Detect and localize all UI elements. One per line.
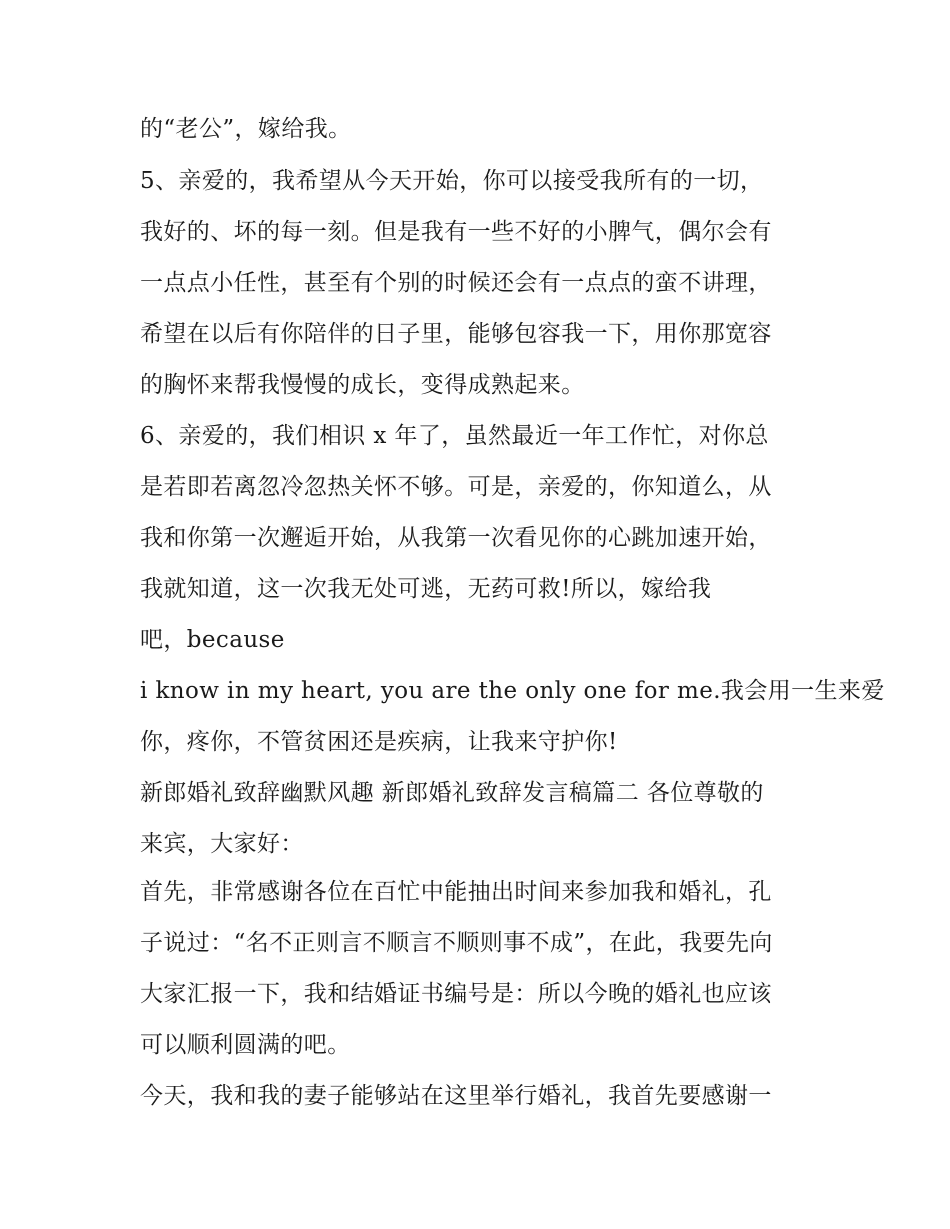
text-line: 5、亲爱的，我希望从今天开始，你可以接受我所有的一切， xyxy=(140,168,764,194)
text-line: 你，疼你，不管贫困还是疾病，让我来守护你! xyxy=(140,729,618,755)
text-line: 6、亲爱的，我们相识 x 年了，虽然最近一年工作忙，对你总 xyxy=(140,423,769,449)
text-line: 今天，我和我的妻子能够站在这里举行婚礼，我首先要感谢一 xyxy=(140,1083,772,1109)
text-line: 我和你第一次邂逅开始，从我第一次看见你的心跳加速开始， xyxy=(140,525,772,551)
text-line: 可以顺利圆满的吧。 xyxy=(140,1032,351,1058)
text-line: 的胸怀来帮我慢慢的成长，变得成熟起来。 xyxy=(140,372,585,398)
text-line: 子说过：“名不正则言不顺言不顺则事不成”，在此，我要先向 xyxy=(140,930,773,956)
text-line: 我好的、坏的每一刻。但是我有一些不好的小脾气，偶尔会有 xyxy=(140,219,772,245)
text-line: i know in my heart, you are the only one for me.我会用一生来爱 xyxy=(140,678,885,704)
text-line: 来宾，大家好： xyxy=(140,831,304,857)
text-line: 我就知道，这一次我无处可逃，无药可救!所以，嫁给我 xyxy=(140,576,712,602)
text-line: 希望在以后有你陪伴的日子里，能够包容我一下，用你那宽容 xyxy=(140,321,772,347)
text-line: 新郎婚礼致辞幽默风趣 新郎婚礼致辞发言稿篇二 各位尊敬的 xyxy=(140,780,764,806)
text-line: 吧，because xyxy=(140,627,285,653)
text-line: 的“老公”，嫁给我。 xyxy=(140,116,352,142)
text-line: 大家汇报一下，我和结婚证书编号是：所以今晚的婚礼也应该 xyxy=(140,981,772,1007)
text-line: 是若即若离忽冷忽热关怀不够。可是，亲爱的，你知道么，从 xyxy=(140,474,772,500)
text-line: 首先，非常感谢各位在百忙中能抽出时间来参加我和婚礼，孔 xyxy=(140,879,772,905)
text-line: 一点点小任性，甚至有个别的时候还会有一点点的蛮不讲理， xyxy=(140,270,772,296)
